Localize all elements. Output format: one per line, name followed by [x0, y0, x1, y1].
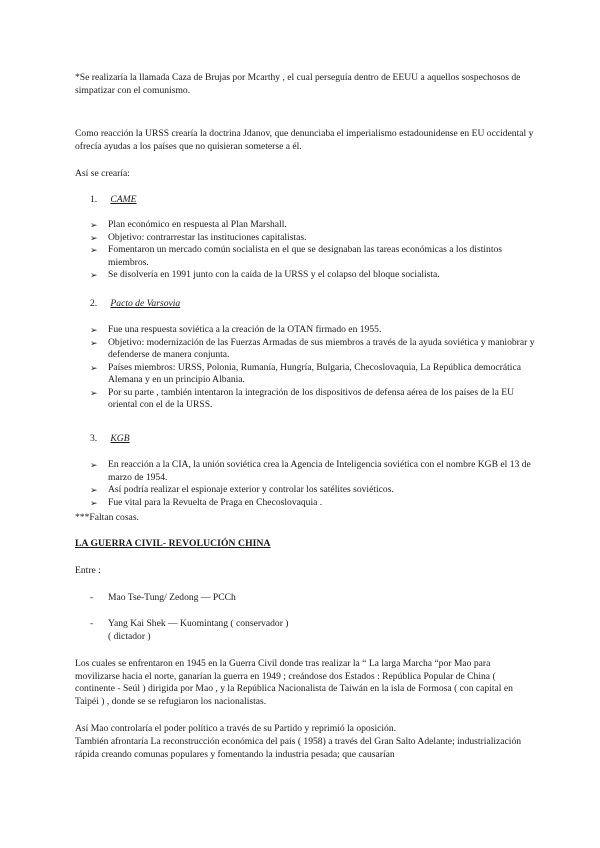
list-item: ➢ Se disolvería en 1991 junto con la caída de la URSS y el colapso del bloque socialista. — [90, 269, 440, 280]
dash-marker: - — [90, 592, 94, 603]
list-item: ➢ Objetivo: contrarrestar las instituciones capitalistas. — [90, 231, 307, 243]
section-came-heading — [90, 194, 137, 207]
section-title: CAME — [110, 194, 137, 205]
arrow-bullet-icon: ➢ — [90, 485, 98, 495]
list-item: ➢ Fomentaron un mercado común socialista en el que se designaban las tareas económicas a los distintos miembros. — [90, 244, 503, 268]
paragraph-mao-poder: Así Mao controlaría el poder político a través de su Partido y reprimió la oposición. — [75, 723, 397, 734]
list-item: ➢ Objetivo: modernización de las Fuerzas Armadas de sus miembros a través de la ayuda soviética y maniobrar y defenderse de manera conjunta. — [90, 336, 535, 360]
dash-item-yang: - Yang Kai Shek — Kuomintang ( conservador ) ( dictador ) — [90, 618, 289, 642]
arrow-bullet-icon: ➢ — [90, 270, 98, 280]
jdanov-paragraph: Como reacción la URSS crearía la doctrina Jdanov, que denunciaba el imperialismo estadounidense en EU occidental y ofrecía ayudas a los países que no quisieran someterse a él. — [75, 128, 534, 152]
arrow-bullet-icon: ➢ — [90, 325, 98, 335]
list-item: ➢ Fue vital para la Revuelta de Praga en Checoslovaquia . — [90, 496, 323, 508]
asi-se-crearia: Así se crearía: — [75, 168, 130, 179]
list-item: ➢ Países miembros: URSS, Polonia, Rumanía, Hungría, Bulgaria, Checoslovaquia, La República democrática Alemana y en un principio Albania. — [90, 361, 521, 385]
section-kgb-heading — [90, 433, 130, 446]
list-item: ➢ En reacción a la CIA, la unión soviética crea la Agencia de Inteligencia soviética con el nombre KGB el 13 de marzo de 1954. — [90, 459, 531, 483]
section-number: 2. — [90, 298, 98, 309]
list-item: ➢ Por su parte , también intentaron la integración de los dispositivos de defensa aérea de los países de la EU oriental con el de la URSS. — [90, 386, 515, 410]
kgb-list — [90, 459, 535, 509]
paragraph-guerra-civil: Los cuales se enfrentaron en 1945 en la Guerra Civil donde tras realizar la “ La larga Marcha “por Mao para movilizarse hacia el norte, ganarían la guerra en 1949 ; creándose dos Estados : República Popular de China ( continente - Seúl ) dirigida por Mao , y la República Nacionalista de Taiwán en la isla de Formosa ( con capital en Taipéi ) , donde se se refugiaron los nacionalistas. — [75, 658, 513, 707]
section-number: 1. — [90, 194, 98, 205]
section-varsovia-heading — [90, 298, 180, 311]
varsovia-list — [90, 324, 535, 412]
arrow-bullet-icon: ➢ — [90, 232, 98, 243]
section-title: KGB — [110, 433, 130, 444]
dash-item-mao: - Mao Tse-Tung/ Zedong — PCCh — [90, 592, 236, 603]
arrow-bullet-icon: ➢ — [90, 387, 98, 398]
faltan-cosas-note: ***Faltan cosas. — [75, 512, 139, 523]
arrow-bullet-icon: ➢ — [90, 245, 98, 255]
section-number: 3. — [90, 433, 98, 444]
list-item: ➢ Así podría realizar el espionaje exterior y controlar los satélites soviéticos. — [90, 484, 394, 495]
list-item: ➢ Fue una respuesta soviética a la creación de la OTAN firmado en 1955. — [90, 324, 382, 335]
section-heading-guerra-civil: LA GUERRA CIVIL- REVOLUCIÓN CHINA — [75, 538, 271, 549]
dash-marker: - — [90, 618, 94, 629]
intro-note: *Se realizaría la llamada Caza de Brujas por Mcarthy , el cual perseguía dentro de EEUU a aquellos sospechosos de simpatizar con el comunismo. — [75, 72, 521, 96]
arrow-bullet-icon: ➢ — [90, 460, 98, 470]
arrow-bullet-icon: ➢ — [90, 220, 98, 230]
arrow-bullet-icon: ➢ — [90, 362, 98, 373]
arrow-bullet-icon: ➢ — [90, 497, 98, 508]
arrow-bullet-icon: ➢ — [90, 337, 98, 348]
section-title: Pacto de Varsovia — [110, 298, 181, 309]
entre-label: Entre : — [75, 565, 101, 576]
came-list — [90, 219, 535, 282]
paragraph-tambien: También afrontaría La reconstrucción económica del país ( 1958) a través del Gran Salto Adelante; industrialización rápida creando comunas populares y fomentando la industria pesada; que causarían — [75, 736, 522, 760]
list-item: ➢ Plan económico en respuesta al Plan Marshall. — [90, 219, 287, 230]
